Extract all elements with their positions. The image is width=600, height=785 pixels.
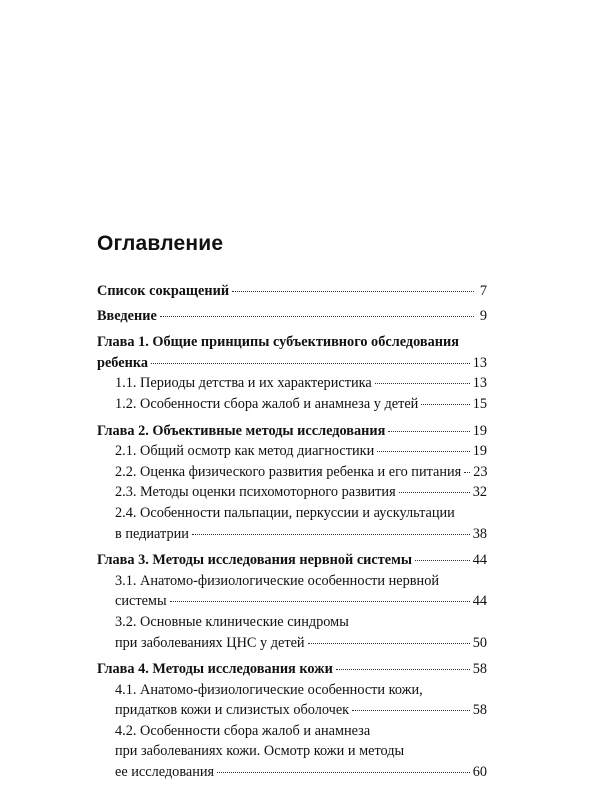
toc-page-number: 23 <box>473 463 488 480</box>
toc-entry-section-4-2[interactable] <box>97 723 487 785</box>
dot-leader <box>151 363 470 364</box>
toc-entry-title: Глава 2. Объективные методы исследования <box>97 422 386 439</box>
toc-entry-title: 4.2. Особенности сбора жалоб и анамнеза <box>115 722 371 739</box>
dot-leader <box>160 316 474 317</box>
dot-leader <box>375 383 470 384</box>
toc-entry-title: Глава 4. Методы исследования кожи <box>97 661 333 678</box>
toc-entry-title: 2.4. Особенности пальпации, перкуссии и аускультации <box>115 504 455 521</box>
toc-entry-section-2-4[interactable] <box>97 505 487 546</box>
toc-entry-title: Введение <box>97 307 157 324</box>
toc-entry-title: 1.2. Особенности сбора жалоб и анамнеза у детей <box>115 395 419 412</box>
dot-leader <box>377 451 469 452</box>
toc-page-number: 13 <box>472 354 487 371</box>
dot-leader <box>464 472 470 473</box>
toc-entry-title-continued: в педиатрии <box>115 525 189 542</box>
toc-entry-title: 2.2. Оценка физического развития ребенка и его питания <box>115 463 462 480</box>
toc-page-number: 58 <box>472 702 487 719</box>
toc-entry-section-1-1[interactable] <box>97 375 487 396</box>
toc-page-number: 19 <box>472 422 487 439</box>
toc-entry-abbreviations[interactable] <box>97 283 487 304</box>
toc-entry-section-4-1[interactable] <box>97 682 487 723</box>
dot-leader <box>170 601 470 602</box>
toc-entry-title: Глава 3. Методы исследования нервной системы <box>97 552 413 569</box>
dot-leader <box>388 431 469 432</box>
toc-entry-title: Глава 1. Общие принципы субъективного обследования <box>97 334 459 351</box>
toc-entry-title: 4.1. Анатомо-физиологические особенности кожи, <box>115 681 423 698</box>
toc-entry-title: 2.3. Методы оценки психомоторного развития <box>115 484 396 501</box>
dot-leader <box>336 669 470 670</box>
toc-title: Оглавление <box>97 232 224 255</box>
toc-entry-section-2-2[interactable] <box>97 464 487 485</box>
toc-page-number: 50 <box>472 634 487 651</box>
dot-leader <box>421 404 469 405</box>
toc-entry-title: 2.1. Общий осмотр как метод диагностики <box>115 443 375 460</box>
toc-entry-title-continued: при заболеваниях кожи. Осмотр кожи и методы <box>115 743 405 760</box>
dot-leader <box>232 291 474 292</box>
toc-entry-title: Список сокращений <box>97 283 230 299</box>
toc-entry-chapter-1[interactable] <box>97 334 487 375</box>
toc-entry-section-1-2[interactable] <box>97 396 487 417</box>
toc-entry-section-3-2[interactable] <box>97 614 487 655</box>
dot-leader <box>399 492 470 493</box>
toc-entry-title-continued: ребенка <box>97 354 149 371</box>
toc-page-number: 44 <box>472 593 487 610</box>
toc-page-number: 9 <box>479 307 487 324</box>
dot-leader <box>308 643 470 644</box>
toc-entry-title-continued: ее исследования <box>115 764 215 781</box>
toc-entry-title-continued: при заболеваниях ЦНС у детей <box>115 634 305 651</box>
toc-page-number: 15 <box>472 395 487 412</box>
toc-entry-chapter-3[interactable] <box>97 552 487 573</box>
toc-page-number: 13 <box>472 375 487 392</box>
toc-page-number: 58 <box>472 661 487 678</box>
toc-page-number: 19 <box>472 443 487 460</box>
toc-page-number: 60 <box>472 764 487 781</box>
toc-entry-section-2-1[interactable] <box>97 443 487 464</box>
dot-leader <box>217 772 470 773</box>
toc-entry-title: 3.2. Основные клинические синдромы <box>115 613 349 630</box>
dot-leader <box>415 560 470 561</box>
toc-entry-title-continued: придатков кожи и слизистых оболочек <box>115 702 350 719</box>
toc-entry-introduction[interactable] <box>97 308 487 329</box>
toc-entry-title-continued: системы <box>115 593 167 610</box>
toc-entry-chapter-2[interactable] <box>97 423 487 444</box>
toc-page-number: 7 <box>479 283 487 299</box>
toc-page-number: 44 <box>472 552 487 569</box>
toc-page-number: 32 <box>472 484 487 501</box>
toc-entry-title: 1.1. Периоды детства и их характеристика <box>115 375 372 392</box>
toc-page-number: 38 <box>472 525 487 542</box>
dot-leader <box>352 710 470 711</box>
dot-leader <box>192 534 470 535</box>
table-of-contents <box>97 283 487 785</box>
toc-entry-section-2-3[interactable] <box>97 484 487 505</box>
toc-entry-chapter-4[interactable] <box>97 661 487 682</box>
toc-entry-title: 3.1. Анатомо-физиологические особенности нервной <box>115 572 439 589</box>
toc-entry-section-3-1[interactable] <box>97 573 487 614</box>
